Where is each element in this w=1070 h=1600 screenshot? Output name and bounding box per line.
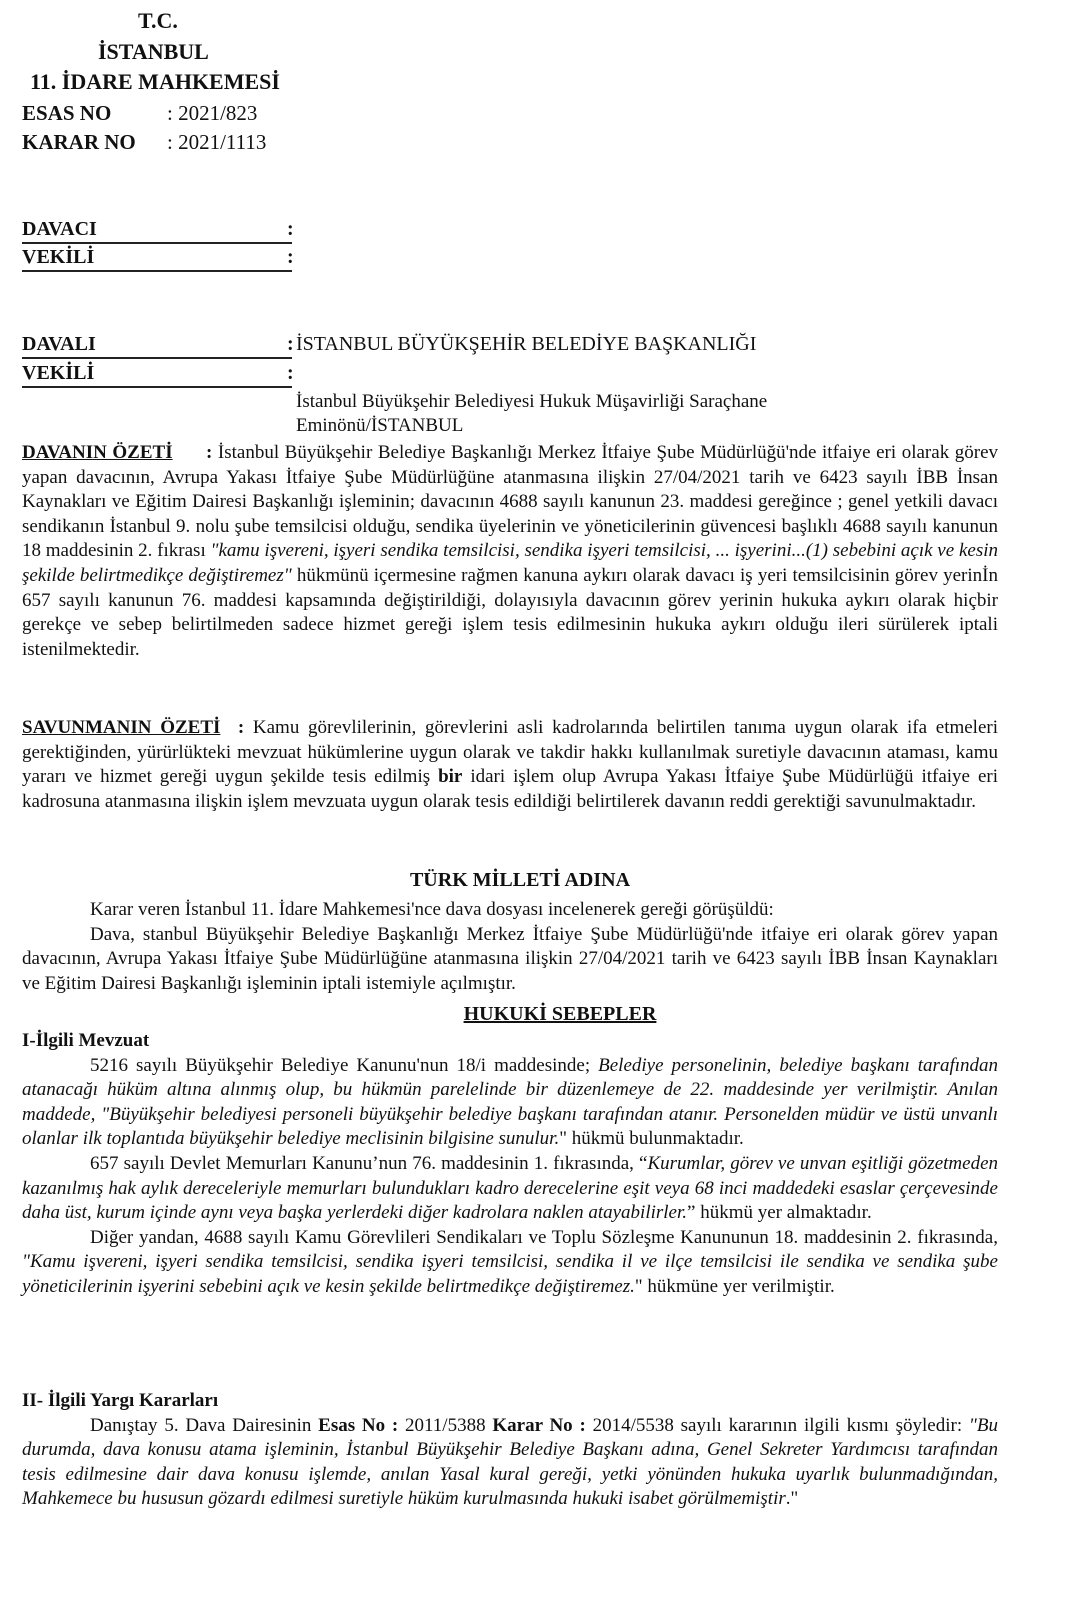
mevzuat-p2-italic: Kurumlar, görev ve unvan eşitliği gözetmeden kazanılmış hak aylık dereceleriyle memurları bulundukları kadro derecelerine eşit veya 68 inci maddedeki esaslar çerçevesinde daha üst, kurum içinde aynı veya başka yerlerdeki diğer kadrolara naklen atayabilirler.	[22, 1152, 998, 1224]
savunmanin-ozeti-paragraph	[22, 716, 998, 814]
intro-section	[22, 898, 998, 996]
hukuki-sebepler-title: HUKUKİ SEBEPLER	[463, 1003, 657, 1025]
davaci-colon: :	[287, 218, 294, 240]
davaci-vekili-label: VEKİLİ	[22, 244, 292, 272]
savunmanin-ozeti-section	[22, 716, 998, 814]
header-tc: T.C.	[138, 8, 178, 33]
intro-paragraph-1: Karar veren İstanbul 11. İdare Mahkemesi'nce dava dosyası incelenerek gereği görüşüldü:	[90, 899, 774, 920]
yargi-karar-label: Karar No :	[492, 1414, 593, 1436]
davali-label: DAVALI	[22, 331, 292, 359]
header-karar	[22, 128, 266, 157]
davanin-ozeti-colon: :	[172, 442, 218, 463]
turk-milleti-adina-title: TÜRK MİLLETİ ADINA	[409, 869, 631, 891]
mevzuat-p3-end: " hükmüne yer verilmiştir.	[634, 1275, 835, 1297]
davali-vekili-label: VEKİLİ	[22, 360, 292, 388]
mevzuat-heading: I-İlgili Mevzuat	[22, 1030, 150, 1051]
mevzuat-paragraph-3	[22, 1226, 998, 1300]
davanin-ozeti-section	[22, 441, 998, 662]
davali-colon: :	[287, 333, 294, 355]
mevzuat-p2-end: ” hükmü yer almaktadır.	[687, 1202, 872, 1224]
savunmanin-ozeti-bold: bir	[438, 766, 463, 788]
savunmanin-ozeti-text-2: idari işlem olup Avrupa Yakası İtfaiye Şube Müdürlüğü itfaiye eri kadrosuna atanmasına ilişkin işlem mevzuata uygun olarak tesis edildiği belirtilerek davanın reddi gerektiği savunulmaktadır.	[22, 766, 998, 812]
davanin-ozeti-text-1: İstanbul Büyükşehir Belediye Başkanlığı Merkez İtfaiye Şube Müdürlüğü'nde itfaiye eri olarak görev yapan davacının, Avrupa Yakası İtfaiye Şube Müdürlüğüne atanmasına ilişkin 27/04/2021 tarih ve 6423 sayılı İBB İnsan Kaynakları ve Eğitim Dairesi Başkanlığı işleminin; davacının 4688 sayılı kanunun 23. maddesi gereğince ; genel yetkili davacı sendikanın İstanbul 9. nolu şube temsilcisi olduğu, sendika üyelerinin ve yöneticilerinin güvencesi başlıklı 4688 sayılı kanunun 18 maddesinin 2. fıkrası	[22, 442, 999, 562]
yargi-paragraph-1	[22, 1414, 998, 1512]
mevzuat-p2-text: 657 sayılı Devlet Memurları Kanunu’nun 76. maddesinin 1. fıkrasında, “	[90, 1152, 648, 1174]
mevzuat-p1-text: 5216 sayılı Büyükşehir Belediye Kanunu'nun 18/i maddesinde;	[90, 1054, 599, 1076]
davanin-ozeti-label: DAVANIN ÖZETİ	[22, 442, 173, 463]
davali-vekili-colon: :	[287, 362, 294, 384]
address-line-1: İstanbul Büyükşehir Belediyesi Hukuk Müşavirliği Saraçhane	[296, 391, 768, 412]
davaci-label: DAVACI	[22, 216, 292, 244]
mevzuat-p3-italic: "Kamu işvereni, işyeri sendika temsilcisi, sendika işyeri temsilcisi, sendika il ve ilçe temsilcisi ile sendika ve sendika şube yöneticilerinin işyerini sebebini açık ve kesin şekilde belirtmedikçe değiştiremez.	[22, 1251, 998, 1297]
davali-value: İSTANBUL BÜYÜKŞEHİR BELEDİYE BAŞKANLIĞI	[296, 333, 757, 355]
esas-label: ESAS NO	[22, 101, 112, 125]
yargi-p1-text-b: 2014/5538 sayılı kararının ilgili kısmı şöyledir:	[592, 1414, 969, 1436]
mevzuat-p3-text: Diğer yandan, 4688 sayılı Kamu Görevlileri Sendikaları ve Toplu Sözleşme Kanununun 18. maddesinin 2. fıkrasında,	[90, 1226, 998, 1248]
mevzuat-p1-end: " hükmü bulunmaktadır.	[559, 1128, 744, 1150]
yargi-esas-label: Esas No :	[318, 1414, 406, 1436]
header-city: İSTANBUL	[98, 39, 209, 64]
mevzuat-p1-italic: Belediye personelinin, belediye başkanı tarafından atanacağı hüküm altına alınmış olup, bu hükmün parelelinde bir düzenlemeye de 22. maddesinde yer verilmiştir. Anılan maddede, "Büyükşehir belediyesi personeli büyükşehir belediye başkanı tarafından atanır. Personelden müdür ve üstü unvanlı olanlar ilk toplantıda büyükşehir belediye meclisinin bilgisine sunulur.	[22, 1054, 999, 1150]
mevzuat-paragraph-1	[22, 1054, 998, 1152]
intro-paragraph-2: Dava, stanbul Büyükşehir Belediye Başkanlığı Merkez İtfaiye Şube Müdürlüğü'nde itfaiye eri olarak görev yapan davacının, Avrupa Yakası İtfaiye Şube Müdürlüğüne atanmasına ilişkin 27/04/2021 tarih ve 6423 sayılı İBB İnsan Kaynakları ve Eğitim Dairesi Başkanlığı işleminin iptali istemiyle açılmıştır.	[22, 923, 998, 994]
address-line-2: Eminönü/İSTANBUL	[296, 415, 464, 436]
esas-value: : 2021/823	[167, 101, 258, 125]
header-court: 11. İDARE MAHKEMESİ	[30, 69, 280, 94]
savunmanin-ozeti-label: SAVUNMANIN ÖZETİ	[22, 717, 221, 738]
yargi-p1-italic: "Bu durumda, dava konusu atama işleminin, İstanbul Büyükşehir Belediye Başkanı adına, Genel Sekreter Yardımcısı tarafından tesis edilmesine dair dava konusu işlemde, anılan Yasal kural gereği, yetki yönünden hukuka uyarlık bulunmadığından, Mahkemece bu hususun gözardı edilmesi suretiyle hüküm kurulmasında hukuki isabet görülmemiştir	[22, 1414, 998, 1510]
savunmanin-ozeti-colon: :	[220, 717, 253, 738]
mevzuat-section	[22, 1029, 998, 1300]
davanin-ozeti-paragraph	[22, 441, 998, 662]
savunmanin-ozeti-text-1: Kamu görevlilerinin, görevlerini asli kadrolarında belirtilen tanıma uygun olarak ifa etmeleri gerektiğinden, yürürlükteki mevzuat hükümlerine uygun olarak ve takdir hakkı kullanılmak suretiyle davacının ataması, kamu yararı ve hizmet gereği uygun şekilde tesis edilmiş	[22, 717, 998, 788]
karar-value: : 2021/1113	[167, 130, 267, 154]
yargi-esas-value: 2011/5388	[405, 1414, 493, 1436]
yargi-heading: II- İlgili Yargı Kararları	[22, 1390, 219, 1411]
mevzuat-paragraph-2	[22, 1152, 998, 1226]
davanin-ozeti-quote: "kamu işvereni, işyeri sendika temsilcisi, sendika işyeri temsilcisi, ... işyerini...(1) sebebini açık ve kesin şekilde belirtmedikçe değiştiremez"	[22, 540, 998, 586]
davanin-ozeti-text-2: hükmünü içermesine rağmen kanuna aykırı olarak davacı iş yeri temsilcisinin görev yerinİn 657 sayılı kanunun 76. maddesi kapsamında değiştirildiği, dolayısıyla davacının görev yerinin hukuka aykırı olarak hiçbir gerekçe ve sebep belirtilmeden sadece hizmet gereği işlem tesis edilmesinin hukuka aykırı olduğu ileri sürülerek iptali istenilmektedir.	[22, 564, 998, 660]
karar-label: KARAR NO	[22, 130, 136, 154]
header-esas	[22, 99, 257, 128]
davaci-vekili-colon: :	[287, 246, 294, 268]
yargi-p1-end: ."	[785, 1488, 799, 1510]
yargi-p1-text: Danıştay 5. Dava Dairesinin	[90, 1414, 319, 1436]
yargi-section	[22, 1389, 998, 1512]
